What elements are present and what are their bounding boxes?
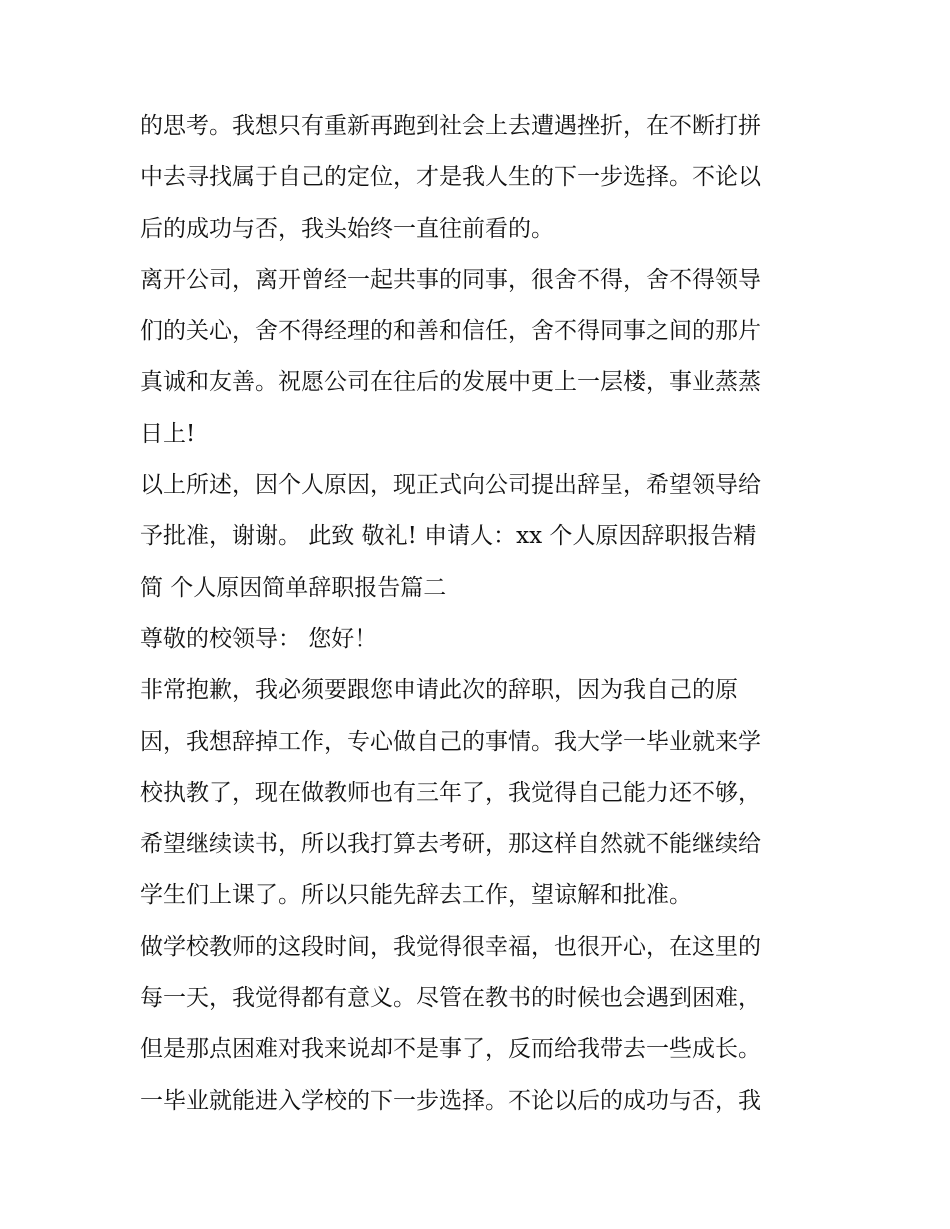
text-line: 但是那点困难对我来说却不是事了，反而给我带去一些成长。: [140, 1036, 761, 1063]
text-line: 以上所述，因个人原因，现正式向公司提出辞呈，希望领导给: [140, 472, 761, 499]
text-line: 一毕业就能进入学校的下一步选择。不论以后的成功与否，我: [140, 1087, 761, 1114]
text-line: 予批准，谢谢。 此致 敬礼! 申请人：xx 个人原因辞职报告精: [140, 523, 757, 550]
text-line: 后的成功与否，我头始终一直往前看的。: [140, 215, 554, 242]
text-line: 的思考。我想只有重新再跑到社会上去遭遇挫折，在不断打拼: [140, 113, 761, 139]
document-body: [140, 101, 820, 1127]
text-line: 日上!: [140, 420, 196, 447]
text-line: 们的关心，舍不得经理的和善和信任，舍不得同事之间的那片: [140, 318, 761, 345]
salutation-line: 尊敬的校领导： 您好！: [140, 625, 378, 652]
text-line: 非常抱歉，我必须要跟您申请此次的辞职，因为我自己的原: [140, 677, 738, 704]
text-line: 希望继续读书，所以我打算去考研，那这样自然就不能继续给: [140, 831, 761, 858]
text-line: 学生们上课了。所以只能先辞去工作，望谅解和批准。: [140, 882, 692, 909]
text-line: 因，我想辞掉工作，专心做自己的事情。我大学一毕业就来学: [140, 728, 761, 755]
text-line: 每一天，我觉得都有意义。尽管在教书的时候也会遇到困难，: [140, 985, 761, 1012]
text-line: 离开公司，离开曾经一起共事的同事，很舍不得，舍不得领导: [140, 266, 761, 293]
text-line: 做学校教师的这段时间，我觉得很幸福，也很开心，在这里的: [140, 933, 761, 960]
text-line: 真诚和友善。祝愿公司在往后的发展中更上一层楼，事业蒸蒸: [140, 369, 761, 396]
text-line: 简 个人原因简单辞职报告篇二: [140, 574, 447, 601]
text-line: 校执教了，现在做教师也有三年了，我觉得自己能力还不够，: [140, 779, 761, 806]
text-line: 中去寻找属于自己的定位，才是我人生的下一步选择。不论以: [140, 164, 761, 191]
